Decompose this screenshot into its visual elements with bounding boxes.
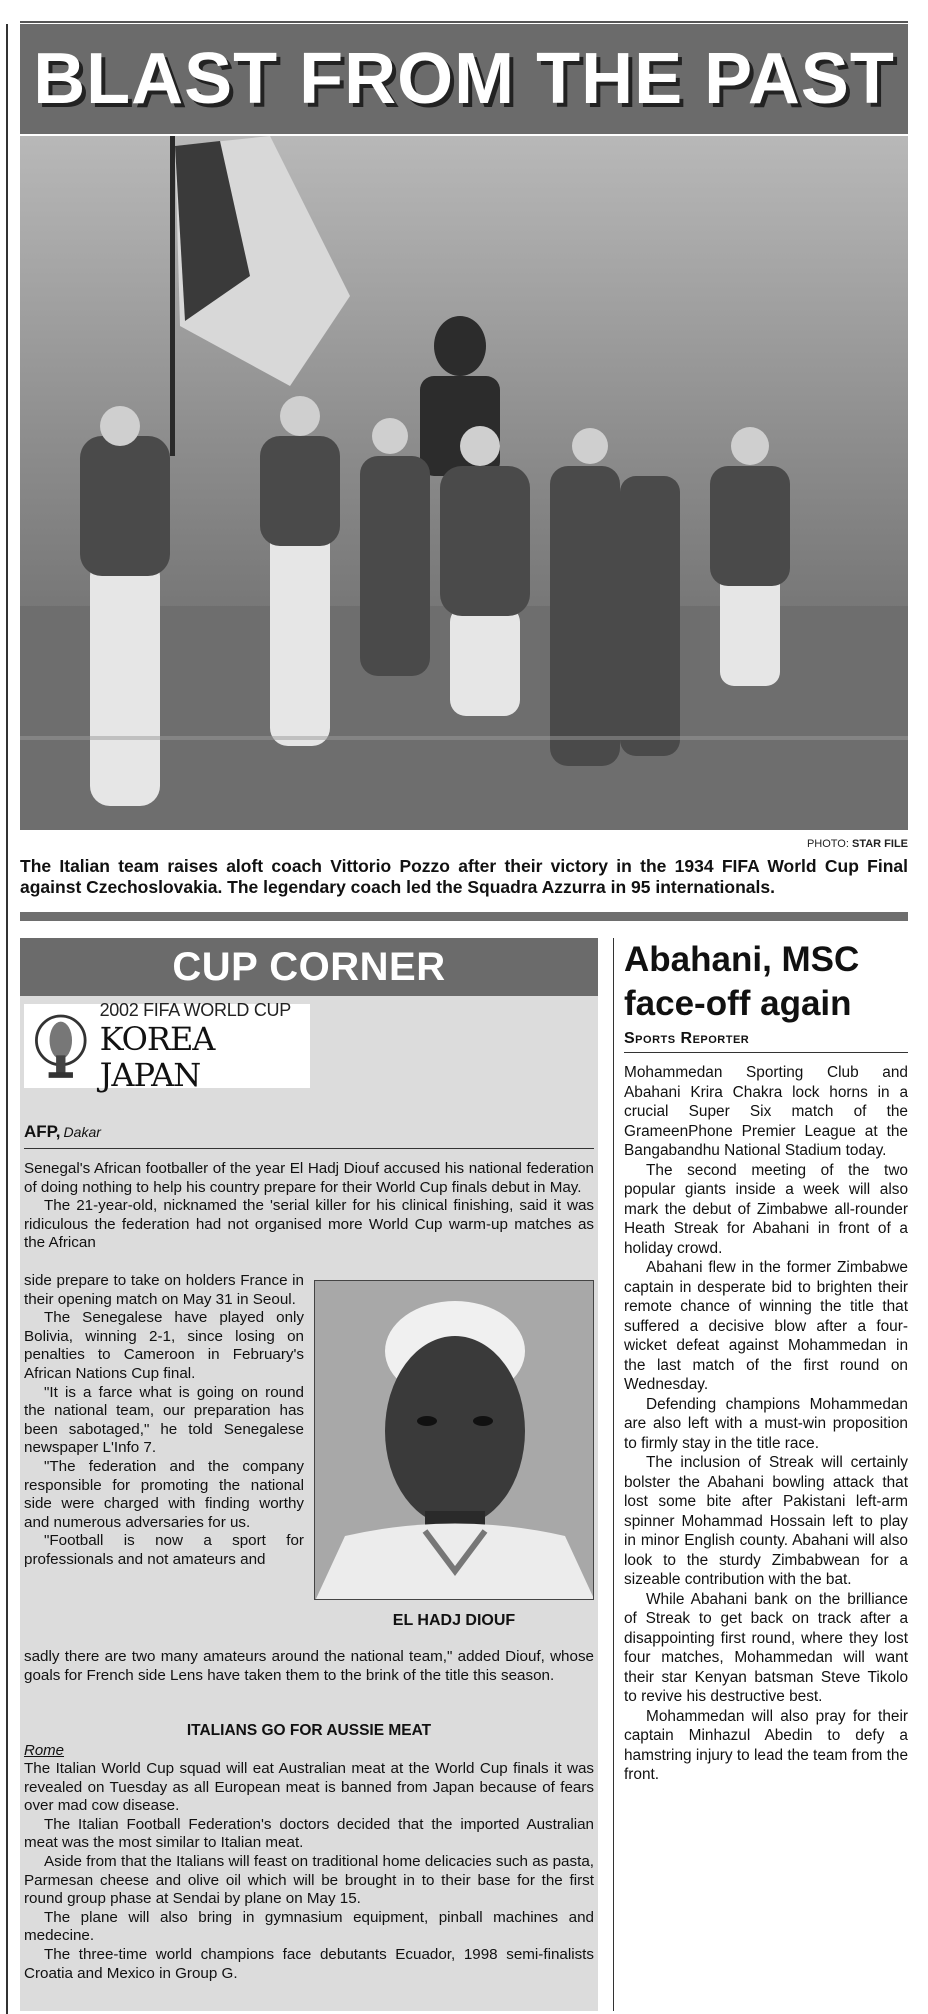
story-paragraph: "Football is now a sport for professionals and not amateurs and (24, 1532, 304, 1568)
article-body (624, 1063, 908, 1785)
diouf-portrait (314, 1280, 594, 1600)
story-paragraph: The 21-year-old, nicknamed the 'serial killer for his clinical finishing, said it was ridiculous the federation had not organised more World Cup warm-up matches as the African (24, 1197, 594, 1252)
column-rule (613, 938, 614, 2011)
rome-dateline: Rome (24, 1742, 65, 1759)
italians-subhead: ITALIANS GO FOR AUSSIE MEAT (186, 1722, 432, 1739)
banner (20, 24, 908, 134)
diouf-story-full (24, 1160, 594, 1253)
banner-title: BLAST FROM THE PAST (33, 39, 895, 119)
byline-rule (624, 1052, 908, 1053)
top-rule (20, 21, 908, 23)
story-paragraph: The Italian Football Federation's doctors decided that the imported Australian meat was the most similar to Italian meat. (24, 1815, 594, 1852)
agency-name: AFP, (24, 1122, 61, 1141)
main-photo-caption: The Italian team raises aloft coach Vittorio Pozzo after their victory in the 1934 FIFA World Cup Final against Czechoslovakia. The legendary coach led the Squadra Azzurra in 95 internationals. (20, 856, 908, 897)
story-paragraph: Aside from that the Italians will feast on traditional home delicacies such as pasta, Parmesan cheese and olive oil which will be brought in to their base for the first round group phase at Sendai by plane on May 15. (24, 1852, 594, 1908)
cup-corner-header (20, 938, 598, 996)
left-margin-rule (6, 24, 8, 2014)
photo-credit (807, 838, 908, 850)
story-paragraph: The Senegalese have played only Bolivia, winning 2-1, since losing on penalties to Cameroon in February's African Nations Cup final. (24, 1309, 304, 1382)
abahani-article (624, 938, 908, 1785)
story-paragraph: While Abahani bank on the brilliance of Streak to get back on track after a disappointing first round, where they lost four matches, Mohammedan will want their star Kenyan batsman Steve Tikolo to revive his destructive best. (624, 1590, 908, 1705)
italians-story (24, 1760, 594, 1983)
trophy-emblem-icon (28, 1006, 94, 1086)
story-paragraph: Senegal's African footballer of the year El Hadj Diouf accused his national federation of doing nothing to help his country prepare for their World Cup finals debut in May. (24, 1160, 594, 1196)
dateline-rule (24, 1148, 594, 1149)
story-paragraph: The plane will also bring in gymnasium equipment, pinball machines and medecine. (24, 1908, 594, 1945)
story-paragraph: The three-time world champions face debutants Ecuador, 1998 semi-finalists Croatia and Mexico in Group G. (24, 1945, 594, 1982)
diouf-story-tail (24, 1648, 594, 1685)
photo-credit-prefix: PHOTO: (806, 838, 849, 850)
dateline-place: Dakar (63, 1124, 101, 1140)
story-paragraph: The Italian World Cup squad will eat Australian meat at the World Cup finals it was revealed on Tuesday as all European meat is banned from Japan because of fears over mad cow disease. (24, 1760, 594, 1815)
story-paragraph: The inclusion of Streak will certainly bolster the Abahani bowling attack that lost some bite after Pakistani left-arm spinner Mohammad Hossain left to play in minor English county. Abahani will also look to the sturdy Zimbabwean for a sizeable contribution with the bat. (624, 1454, 908, 1588)
article-headline: Abahani, MSC face-off again (624, 940, 860, 1023)
logo-line-2: KOREA JAPAN (99, 1019, 215, 1094)
afp-dateline (24, 1122, 101, 1142)
story-paragraph: side prepare to take on holders France in their opening match on May 31 in Seoul. (24, 1272, 304, 1308)
diouf-photo-caption: EL HADJ DIOUF (392, 1612, 516, 1629)
photo-credit-name: STAR FILE (851, 838, 908, 850)
logo-line-1: 2002 FIFA WORLD CUP (99, 999, 291, 1020)
cup-corner-panel (20, 938, 598, 2011)
story-paragraph: Mohammedan Sporting Club and Abahani Krira Chakra lock horns in a crucial Super Six match of the GrameenPhone Premier League at the Bangabandhu National Stadium today. (624, 1064, 908, 1159)
story-paragraph: The second meeting of the two popular giants inside a week will also mark the debut of Zimbabwe all-rounder Heath Streak for Abahani in front of a holiday crowd. (624, 1161, 908, 1257)
article-byline: Sports Reporter (624, 1030, 750, 1047)
world-cup-logo (24, 999, 310, 1094)
story-paragraph: "The federation and the company responsible for promoting the national side were charged with finding worthy and numerous adversaries for us. (24, 1457, 304, 1531)
story-paragraph: Abahani flew in the former Zimbabwe captain in desperate bid to brighten their remote chance of winning the title that suffered a decisive blow after a four-wicket defeat against Mohammedan in the last match of the first round on Wednesday. (624, 1259, 908, 1393)
historic-team-photo (20, 136, 908, 830)
story-paragraph: "It is a farce what is going on round the national team, our preparation has been sabotaged," he told Senegalese newspaper L'Info 7. (24, 1383, 304, 1457)
story-paragraph: Defending champions Mohammedan are also left with a must-win proposition to firmly stay in the title race. (624, 1395, 908, 1452)
cup-corner-title: CUP CORNER (172, 944, 446, 989)
story-paragraph: Mohammedan will also pray for their captain Minhazul Abedin to defy a hamstring injury to lead the team from the front. (624, 1707, 909, 1783)
diouf-story-narrow (24, 1272, 304, 1570)
section-separator (20, 912, 908, 921)
story-paragraph: sadly there are two many amateurs around the national team," added Diouf, whose goals for French side Lens have taken them to the brink of the title this season. (24, 1648, 594, 1684)
